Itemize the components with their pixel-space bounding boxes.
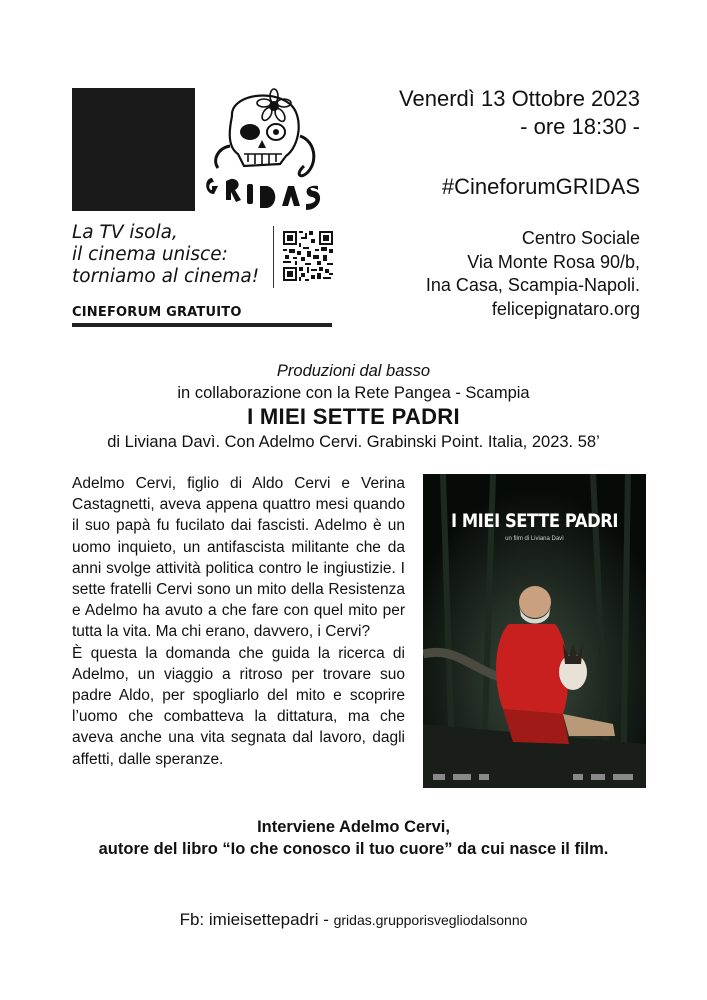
gridas-handle[interactable]: gridas.grupporisvegliodalsonno: [333, 912, 528, 928]
collaboration-label: in collaborazione con la Rete Pangea - Scampia: [177, 384, 530, 402]
film-title: I MIEI SETTE PADRI: [247, 404, 460, 429]
facebook-handle[interactable]: Fb: imieisettepadri: [179, 910, 319, 929]
slogan: [72, 222, 272, 288]
footer: [0, 910, 707, 930]
film-synopsis: [72, 473, 405, 770]
footer-separator: -: [318, 910, 334, 929]
venue-line-3: Ina Casa, Scampia-Napoli.: [425, 275, 640, 295]
event-hashtag: #CineforumGRIDAS: [441, 174, 640, 199]
productions-label: Produzioni dal basso: [276, 362, 431, 380]
slogan-divider: [273, 226, 274, 288]
cineforum-divider: [72, 323, 332, 327]
slogan-line-1: La TV isola,: [72, 222, 178, 243]
guest-line-2: autore del libro “Io che conosco il tuo cuore” da cui nasce il film.: [98, 840, 609, 858]
slogan-line-3: torniamo al cinema!: [72, 266, 260, 287]
gridas-logo: [200, 86, 325, 216]
event-datetime: [399, 85, 640, 141]
synopsis-paragraph-1: Adelmo Cervi, figlio di Aldo Cervi e Verina Castagnetti, aveva appena quattro mesi quando il suo papà fu fucilato dai fascisti. Adelmo è un uomo inquieto, un antifascista militante che da anni svolge attività politica contro le ingiustizie. I sette fratelli Cervi sono un mito della Resistenza e Adelmo ha avuto a che fare con quel mito per tutta la vita. Ma chi erano, davvero, i Cervi?: [72, 475, 405, 641]
venue-line-2: Via Monte Rosa 90/b,: [467, 251, 640, 272]
slogan-line-2: il cinema unisce:: [72, 244, 228, 265]
venue-address: [426, 227, 640, 321]
cineforum-label: CINEFORUM GRATUITO: [72, 305, 242, 320]
black-square-logo: [72, 88, 195, 211]
event-date: Venerdì 13 Ottobre 2023: [399, 86, 640, 111]
guest-line-1: Interviene Adelmo Cervi,: [257, 818, 450, 836]
venue-line-1: Centro Sociale: [521, 228, 640, 248]
event-time: - ore 18:30 -: [520, 114, 640, 139]
poster-title: I MIEI SETTE PADRI: [450, 510, 619, 532]
venue-website-link[interactable]: felicepignataro.org: [491, 298, 640, 319]
film-credits: di Liviana Davì. Con Adelmo Cervi. Grabinski Point. Italia, 2023. 58’: [107, 433, 600, 451]
qr-code-icon[interactable]: [283, 231, 333, 281]
synopsis-paragraph-2: È questa la domanda che guida la ricerca di Adelmo, un viaggio a ritroso per trovare suo padre Aldo, per spogliarlo del mito e scoprire l’uomo che combatteva la dittatura, ma che aveva anche una vita segnata dal lavoro, dagli affetti, dalle speranze.: [72, 644, 405, 768]
film-poster: [423, 474, 646, 788]
poster-subtitle: un film di Liviana Davì: [505, 536, 564, 542]
